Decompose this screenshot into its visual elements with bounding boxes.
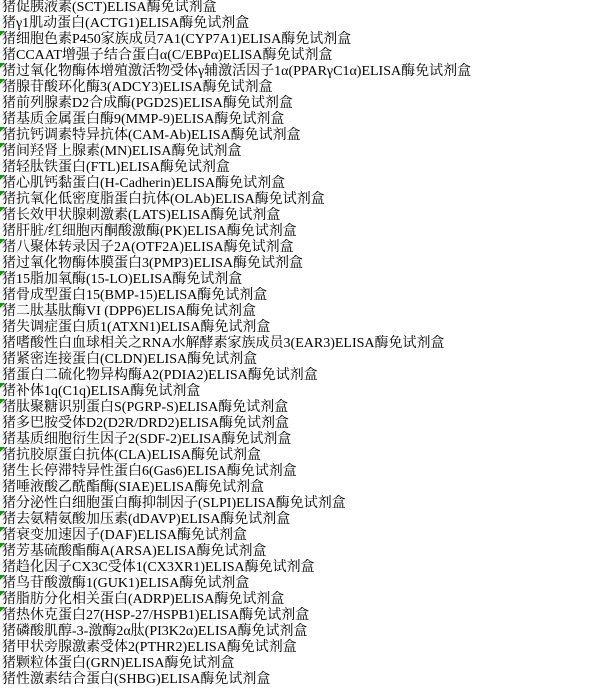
list-item: [0, 256, 603, 272]
list-item-text: 猪紧密连接蛋白(CLDN)ELISA酶免试剂盒: [2, 352, 258, 367]
list-item: [0, 240, 603, 256]
list-item: [0, 96, 603, 112]
list-item: [0, 128, 603, 144]
list-item: [0, 464, 603, 480]
cell-warning-mark-icon: [0, 383, 5, 388]
cell-warning-mark-icon: [0, 511, 5, 516]
cell-warning-mark-icon: [0, 543, 5, 548]
list-item: [0, 176, 603, 192]
list-item-text: 猪颗粒体蛋白(GRN)ELISA酶免试剂盒: [2, 656, 235, 671]
list-item: [0, 384, 603, 400]
list-item: [0, 448, 603, 464]
cell-warning-mark-icon: [0, 303, 5, 308]
list-item-text: 猪二肽基肽酶VI (DPP6)ELISA酶免试剂盒: [2, 304, 256, 319]
list-item: [0, 144, 603, 160]
list-item-text: 猪过氧化物酶体增殖激活物受体γ辅激活因子1α(PPARγC1α)ELISA酶免试剂盒: [2, 64, 472, 79]
list-item-text: 猪去氨精氨酸加压素(dDAVP)ELISA酶免试剂盒: [2, 512, 291, 527]
cell-warning-mark-icon: [0, 207, 5, 212]
list-item: [0, 480, 603, 496]
list-item-text: 猪腺苷酸环化酶3(ADCY3)ELISA酶免试剂盒: [2, 80, 273, 95]
list-item-text: 猪生长停滞特异性蛋白6(Gas6)ELISA酶免试剂盒: [2, 464, 297, 479]
cell-warning-mark-icon: [0, 607, 5, 612]
list-item: [0, 208, 603, 224]
list-item: [0, 400, 603, 416]
list-item: [0, 336, 603, 352]
list-item-text: 猪衰变加速因子(DAF)ELISA酶免试剂盒: [2, 528, 247, 543]
list-item-text: 猪间羟肾上腺素(MN)ELISA酶免试剂盒: [2, 144, 242, 159]
list-item-text: 猪前列腺素D2合成酶(PGD2S)ELISA酶免试剂盒: [2, 96, 293, 111]
list-item-text: 猪CCAAT增强子结合蛋白α(C/EBPα)ELISA酶免试剂盒: [2, 48, 333, 63]
list-item: [0, 352, 603, 368]
cell-warning-mark-icon: [0, 127, 5, 132]
list-item-text: 猪抗胶原蛋白抗体(CLA)ELISA酶免试剂盒: [2, 448, 261, 463]
list-item: [0, 320, 603, 336]
list-item-text: 猪芳基硫酸酯酶A(ARSA)ELISA酶免试剂盒: [2, 544, 267, 559]
list-item: [0, 672, 603, 688]
cell-warning-mark-icon: [0, 575, 5, 580]
list-item-text: 猪脂肪分化相关蛋白(ADRP)ELISA酶免试剂盒: [2, 592, 285, 607]
list-item-text: 猪肝脏/红细胞丙酮酸激酶(PK)ELISA酶免试剂盒: [2, 224, 297, 239]
list-item: [0, 304, 603, 320]
list-item-text: 猪基质细胞衍生因子2(SDF-2)ELISA酶免试剂盒: [2, 432, 292, 447]
list-item: [0, 432, 603, 448]
list-item-text: 猪过氧化物酶体膜蛋白3(PMP3)ELISA酶免试剂盒: [2, 256, 304, 271]
list-item: [0, 192, 603, 208]
list-item-text: 猪15脂加氧酶(15-LO)ELISA酶免试剂盒: [2, 272, 243, 287]
list-item-text: 猪八聚体转录因子2A(OTF2A)ELISA酶免试剂盒: [2, 240, 294, 255]
list-item: [0, 160, 603, 176]
list-item-text: 猪补体1q(C1q)ELISA酶免试剂盒: [2, 384, 201, 399]
cell-warning-mark-icon: [0, 447, 5, 452]
list-item: [0, 64, 603, 80]
list-item: [0, 592, 603, 608]
list-item: [0, 624, 603, 640]
list-item-text: 猪热休克蛋白27(HSP-27/HSPB1)ELISA酶免试剂盒: [2, 608, 310, 623]
list-item: [0, 368, 603, 384]
list-item-text: 猪甲状旁腺激素受体2(PTHR2)ELISA酶免试剂盒: [2, 640, 297, 655]
list-item: [0, 16, 603, 32]
list-item-text: 猪失调症蛋白质1(ATXN1)ELISA酶免试剂盒: [2, 320, 271, 335]
list-item: [0, 48, 603, 64]
list-item: [0, 528, 603, 544]
list-item: [0, 512, 603, 528]
list-item-text: 猪轻肽铁蛋白(FTL)ELISA酶免试剂盒: [2, 160, 230, 175]
list-item: [0, 80, 603, 96]
list-item: [0, 112, 603, 128]
list-item-text: 猪骨成型蛋白15(BMP-15)ELISA酶免试剂盒: [2, 288, 268, 303]
list-item-text: 猪性激素结合蛋白(SHBG)ELISA酶免试剂盒: [2, 672, 271, 687]
cell-warning-mark-icon: [0, 143, 5, 148]
list-item: [0, 656, 603, 672]
list-item: [0, 544, 603, 560]
list-item: [0, 560, 603, 576]
list-item: [0, 224, 603, 240]
list-item-text: 猪鸟苷酸激酶1(GUK1)ELISA酶免试剂盒: [2, 576, 250, 591]
list-item-text: 猪唾液酸乙酰酯酶(SIAE)ELISA酶免试剂盒: [2, 480, 265, 495]
cell-warning-mark-icon: [0, 31, 5, 36]
list-item: [0, 416, 603, 432]
cell-warning-mark-icon: [0, 63, 5, 68]
cell-warning-mark-icon: [0, 527, 5, 532]
list-item: [0, 496, 603, 512]
list-item: [0, 32, 603, 48]
list-item-text: 猪长效甲状腺刺激素(LATS)ELISA酶免试剂盒: [2, 208, 281, 223]
cell-warning-mark-icon: [0, 591, 5, 596]
list-item-text: 猪磷酸肌醇-3-激酶2α肽(PI3K2α)ELISA酶免试剂盒: [2, 624, 308, 639]
cell-warning-mark-icon: [0, 239, 5, 244]
cell-warning-mark-icon: [0, 399, 5, 404]
list-item-text: 猪基质金属蛋白酶9(MMP-9)ELISA酶免试剂盒: [2, 112, 285, 127]
list-item: [0, 288, 603, 304]
list-item-text: 猪心肌钙黏蛋白(H-Cadherin)ELISA酶免试剂盒: [2, 176, 286, 191]
cell-warning-mark-icon: [0, 271, 5, 276]
list-item: [0, 0, 603, 16]
list-item-text: 猪分泌性白细胞蛋白酶抑制因子(SLPI)ELISA酶免试剂盒: [2, 496, 346, 511]
list-item: [0, 272, 603, 288]
list-item-text: 猪嗜酸性白血球相关之RNA水解酵素家族成员3(EAR3)ELISA酶免试剂盒: [2, 336, 445, 351]
list-item: [0, 608, 603, 624]
list-item-text: 猪肽聚糖识别蛋白S(PGRP-S)ELISA酶免试剂盒: [2, 400, 289, 415]
list-item-text: 猪趋化因子CX3C受体1(CX3XR1)ELISA酶免试剂盒: [2, 560, 315, 575]
list-item-text: 猪抗氧化低密度脂蛋白抗体(OLAb)ELISA酶免试剂盒: [2, 192, 325, 207]
list-item: [0, 640, 603, 656]
list-item-text: 猪γ1肌动蛋白(ACTG1)ELISA酶免试剂盒: [2, 16, 250, 31]
list-item: [0, 576, 603, 592]
cell-warning-mark-icon: [0, 191, 5, 196]
list-item-text: 猪多巴胺受体D2(D2R/DRD2)ELISA酶免试剂盒: [2, 416, 289, 431]
cell-warning-mark-icon: [0, 79, 5, 84]
list-item-text: 猪抗钙调素特异抗体(CAM-Ab)ELISA酶免试剂盒: [2, 128, 301, 143]
list-item-text: 猪促胰液素(SCT)ELISA酶免试剂盒: [2, 0, 217, 15]
list-item-text: 猪蛋白二硫化物异构酶A2(PDIA2)ELISA酶免试剂盒: [2, 368, 318, 383]
list-item-text: 猪细胞色素P450家族成员7A1(CYP7A1)ELISA酶免试剂盒: [2, 32, 352, 47]
cell-warning-mark-icon: [0, 175, 5, 180]
